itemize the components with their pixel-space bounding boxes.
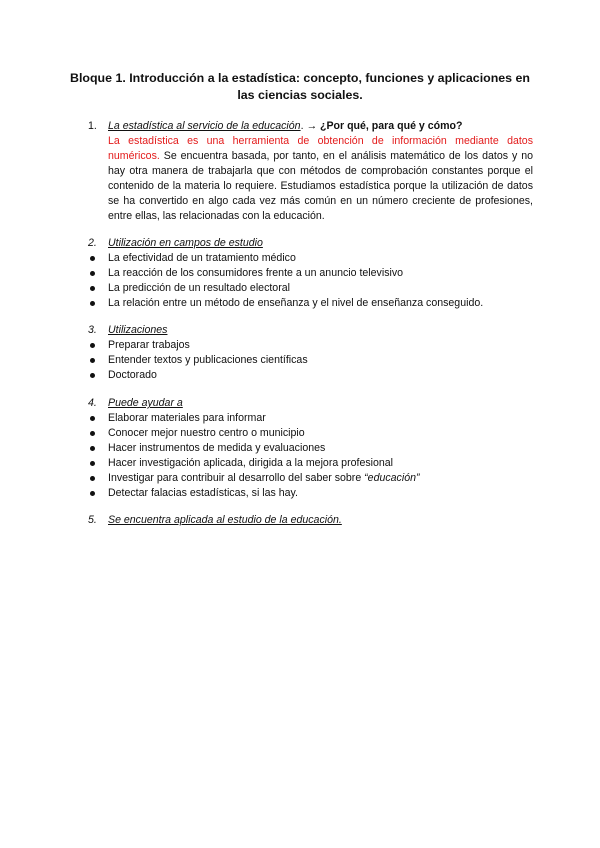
bullet-icon — [90, 446, 95, 451]
section-3 — [88, 323, 533, 383]
section-2-number: 2. — [88, 237, 97, 249]
section-3-label: Utilizaciones — [108, 324, 168, 336]
definition-highlight: La estadística es una herramienta de obtención de información mediante datos numéricos. — [108, 135, 533, 162]
section-5-label: Se encuentra aplicada al estudio de la educación. — [108, 514, 342, 526]
bullet-icon — [90, 301, 95, 306]
section-2-heading — [88, 236, 533, 251]
list-item: Hacer instrumentos de medida y evaluaciones — [88, 441, 533, 456]
educacion-quote: “educación” — [364, 472, 420, 484]
bullet-icon — [90, 286, 95, 291]
section-1-heading — [88, 119, 533, 134]
bullet-icon — [90, 416, 95, 421]
section-2 — [88, 236, 533, 311]
bullet-icon — [90, 358, 95, 363]
section-2-list — [88, 251, 533, 311]
list-item: Conocer mejor nuestro centro o municipio — [88, 426, 533, 441]
section-1-body: Se encuentra basada, por tanto, en el análisis matemático de los datos y no hay otra manera de trabajarla que con métodos de comprobación constantes porque el contenido de la materia lo requiere. Estudiamos estadística porque la utilización de datos se ha convertido en algo cada vez más común en un número creciente de profesiones, entre ellas, las relacionadas con la educación. — [108, 150, 533, 222]
section-5-number: 5. — [88, 514, 97, 526]
list-item: Elaborar materiales para informar — [88, 411, 533, 426]
list-item: Investigar para contribuir al desarrollo del saber sobre “educación” — [88, 471, 533, 486]
section-1-question: ¿Por qué, para qué y cómo? — [320, 120, 463, 132]
page-title: Bloque 1. Introducción a la estadística: concepto, funciones y aplicaciones en las ciencias sociales. — [70, 71, 530, 102]
list-item: Doctorado — [88, 368, 533, 383]
list-item: Detectar falacias estadísticas, si las hay. — [88, 486, 533, 501]
bullet-icon — [90, 476, 95, 481]
section-1-arrow: . → — [300, 120, 321, 132]
bullet-icon — [90, 256, 95, 261]
list-item: La reacción de los consumidores frente a un anuncio televisivo — [88, 266, 533, 281]
list-item: Hacer investigación aplicada, dirigida a la mejora profesional — [88, 456, 533, 471]
list-item: La efectividad de un tratamiento médico — [88, 251, 533, 266]
section-4-list — [88, 411, 533, 501]
bullet-icon — [90, 491, 95, 496]
section-4-heading — [88, 396, 533, 411]
list-item: La relación entre un método de enseñanza y el nivel de enseñanza conseguido. — [88, 296, 533, 311]
section-4-number: 4. — [88, 397, 97, 409]
section-3-heading — [88, 323, 533, 338]
section-1 — [88, 119, 533, 224]
section-1-paragraph — [88, 134, 533, 224]
bullet-icon — [90, 461, 95, 466]
section-3-list — [88, 338, 533, 383]
section-5 — [88, 513, 533, 528]
list-item: Preparar trabajos — [88, 338, 533, 353]
section-4 — [88, 396, 533, 501]
section-1-number: 1. — [88, 120, 97, 132]
section-3-number: 3. — [88, 324, 97, 336]
bullet-icon — [90, 373, 95, 378]
list-item: La predicción de un resultado electoral — [88, 281, 533, 296]
section-4-label: Puede ayudar a — [108, 397, 183, 409]
bullet-icon — [90, 431, 95, 436]
section-5-heading — [88, 513, 533, 528]
list-item: Entender textos y publicaciones científicas — [88, 353, 533, 368]
section-2-label: Utilización en campos de estudio — [108, 237, 263, 249]
bullet-icon — [90, 343, 95, 348]
bullet-icon — [90, 271, 95, 276]
section-1-label: La estadística al servicio de la educación — [108, 120, 301, 132]
